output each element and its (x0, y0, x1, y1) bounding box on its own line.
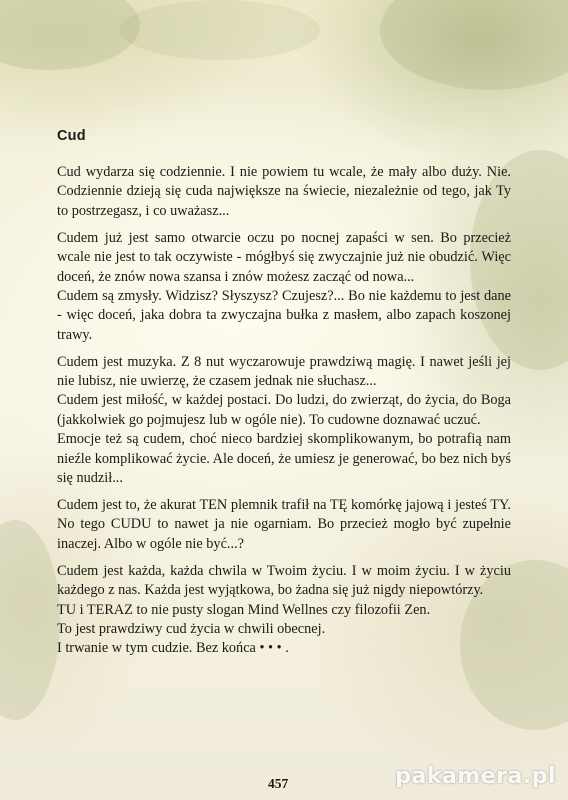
paragraph (57, 562, 511, 659)
text-line: TU i TERAZ to nie pusty slogan Mind Wellnes czy filozofii Zen. (57, 601, 431, 618)
text-line: Emocje też są cudem, choć nieco bardziej skomplikowanym, bo potrafią nam nieźle komplikować życie. Ale doceń, że umiesz je generować, bo bez nich byś się nudził... (57, 431, 511, 487)
text-line: Cud wydarza się codziennie. I nie powiem tu wcale, że mały albo duży. Nie. Codziennie dzieją się cuda największe na świecie, niezależnie od tego, jak Ty to postrzegasz, i co uważasz... (57, 164, 511, 219)
text-line: Cudem jest to, że akurat TEN plemnik trafił na TĘ komórkę jajową i jesteś TY. No tego CUDU to nawet ja nie ogarniam. Bo przecież mogło być zupełnie inaczej. Albo w ogóle nie być...? (57, 497, 511, 552)
document-title: Cud (57, 128, 86, 144)
text-line: Cudem są zmysły. Widzisz? Słyszysz? Czujesz?... Bo nie każdemu to jest dane - więc doceń, jaka dobra ta zwyczajna bułka z masłem, albo zapach koszonej trawy. (57, 287, 511, 343)
text-line: I trwanie w tym cudzie. Bez końca • • • . (57, 640, 289, 657)
text-line: Cudem już jest samo otwarcie oczu po nocnej zapaści w sen. Bo przecież wcale nie jest to tak oczywiste - mógłbyś się zwyczajnie już nie obudzić. Więc doceń, że znów nowa szansa i znów możesz zacząć od nowa... (57, 229, 511, 285)
text-line: Cudem jest każda, każda chwila w Twoim życiu. I w moim życiu. I w życiu każdego z nas. Każda jest wyjątkowa, bo żadna się już nigdy niepowtórzy. (57, 562, 511, 599)
text-line: To jest prawdziwy cud życia w chwili obecnej. (57, 620, 326, 637)
text-line: Cudem jest miłość, w każdej postaci. Do ludzi, do zwierząt, do życia, do Boga (jakkolwiek go pojmujesz lub w ogóle nie). To cudowne doznawać uczuć. (57, 392, 511, 428)
document-body (57, 163, 511, 666)
watermark-logo: pakamera.pl (395, 764, 556, 789)
text-line: Cudem jest muzyka. Z 8 nut wyczarowuje prawdziwą magię. I nawet jeśli jej nie lubisz, nie uwierzę, że czasem jednak nie słuchasz... (57, 353, 511, 390)
paragraph (57, 163, 511, 221)
paragraph (57, 496, 511, 554)
page-number: 457 (268, 776, 289, 791)
paragraph (57, 353, 511, 489)
paragraph (57, 229, 511, 345)
